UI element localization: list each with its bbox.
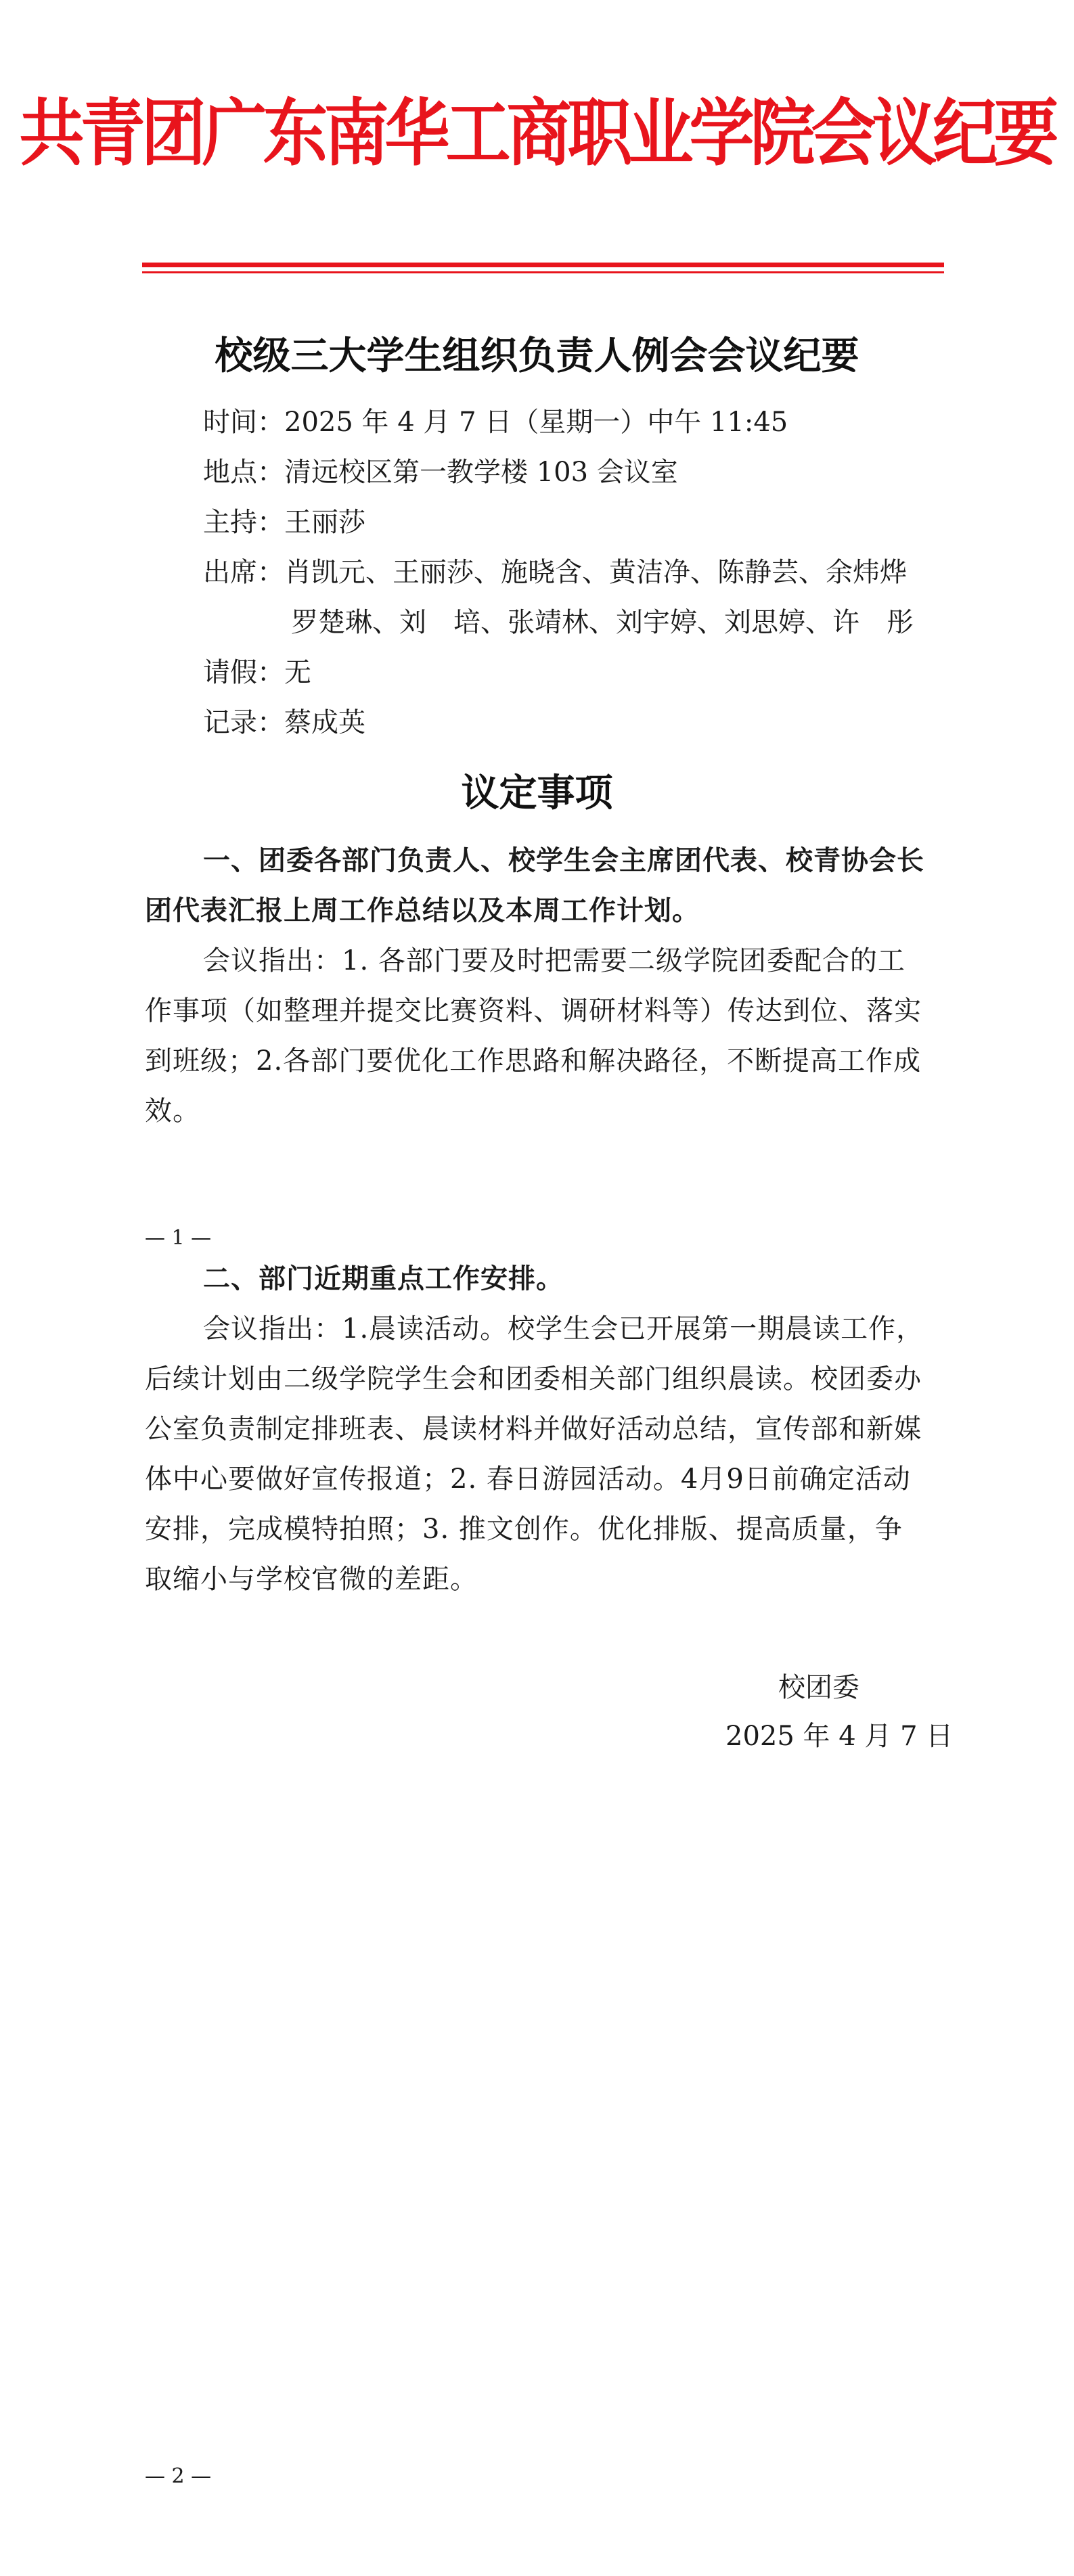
item2-body-line: 公室负责制定排班表、晨读材料并做好活动总结，宣传部和新媒 [145, 1414, 922, 1445]
header-divider-thick [142, 263, 944, 267]
meta-time: 时间：2025 年 4 月 7 日（星期一）中午 11:45 [203, 407, 788, 438]
item2-body-line: 安排，完成模特拍照；3. 推文创作。优化排版、提高质量，争 [145, 1514, 903, 1545]
item1-body-line: 会议指出：1. 各部门要及时把需要二级学院团委配合的工 [203, 945, 905, 976]
meta-host: 主持：王丽莎 [203, 507, 365, 538]
signature-date: 2025 年 4 月 7 日 [725, 1721, 954, 1752]
page-number: — 1 — [145, 1226, 212, 1250]
item2-body-line: 取缩小与学校官微的差距。 [145, 1564, 478, 1595]
item1-body-line: 到班级；2.各部门要优化工作思路和解决路径，不断提高工作成 [145, 1045, 922, 1077]
item2-heading: 二、部门近期重点工作安排。 [203, 1263, 564, 1294]
meta-place: 地点：清远校区第一教学楼 103 会议室 [203, 457, 678, 488]
item1-body-line: 效。 [145, 1095, 200, 1127]
meta-recorder: 记录：蔡成英 [203, 707, 365, 738]
item1-heading: 一、团委各部门负责人、校学生会主席团代表、校青协会长 [203, 844, 924, 876]
page-number: — 2 — [145, 2464, 212, 2488]
section-title: 议定事项 [461, 771, 613, 815]
signature-org: 校团委 [778, 1672, 859, 1703]
header-title: 共青团广东南华工商职业学院会议纪要 [19, 90, 1055, 176]
meta-attendees-continued: 罗楚琳、刘 培、张靖林、刘宇婷、刘思婷、许 彤 [291, 607, 914, 638]
meta-attendees: 出席：肖凯元、王丽莎、施晓含、黄洁净、陈静芸、余炜烨 [203, 557, 907, 588]
item2-body-line: 会议指出：1.晨读活动。校学生会已开展第一期晨读工作， [203, 1313, 924, 1345]
item2-body-line: 体中心要做好宣传报道；2. 春日游园活动。4月9日前确定活动 [145, 1464, 911, 1495]
meta-leave: 请假：无 [203, 657, 311, 688]
item1-heading-continued: 团代表汇报上周工作总结以及本周工作计划。 [145, 895, 700, 926]
document-title: 校级三大学生组织负责人例会会议纪要 [215, 334, 859, 378]
item1-body-line: 作事项（如整理并提交比赛资料、调研材料等）传达到位、落实 [145, 995, 922, 1026]
item2-body-line: 后续计划由二级学院学生会和团委相关部门组织晨读。校团委办 [145, 1363, 922, 1395]
header-divider-thin [142, 271, 944, 273]
